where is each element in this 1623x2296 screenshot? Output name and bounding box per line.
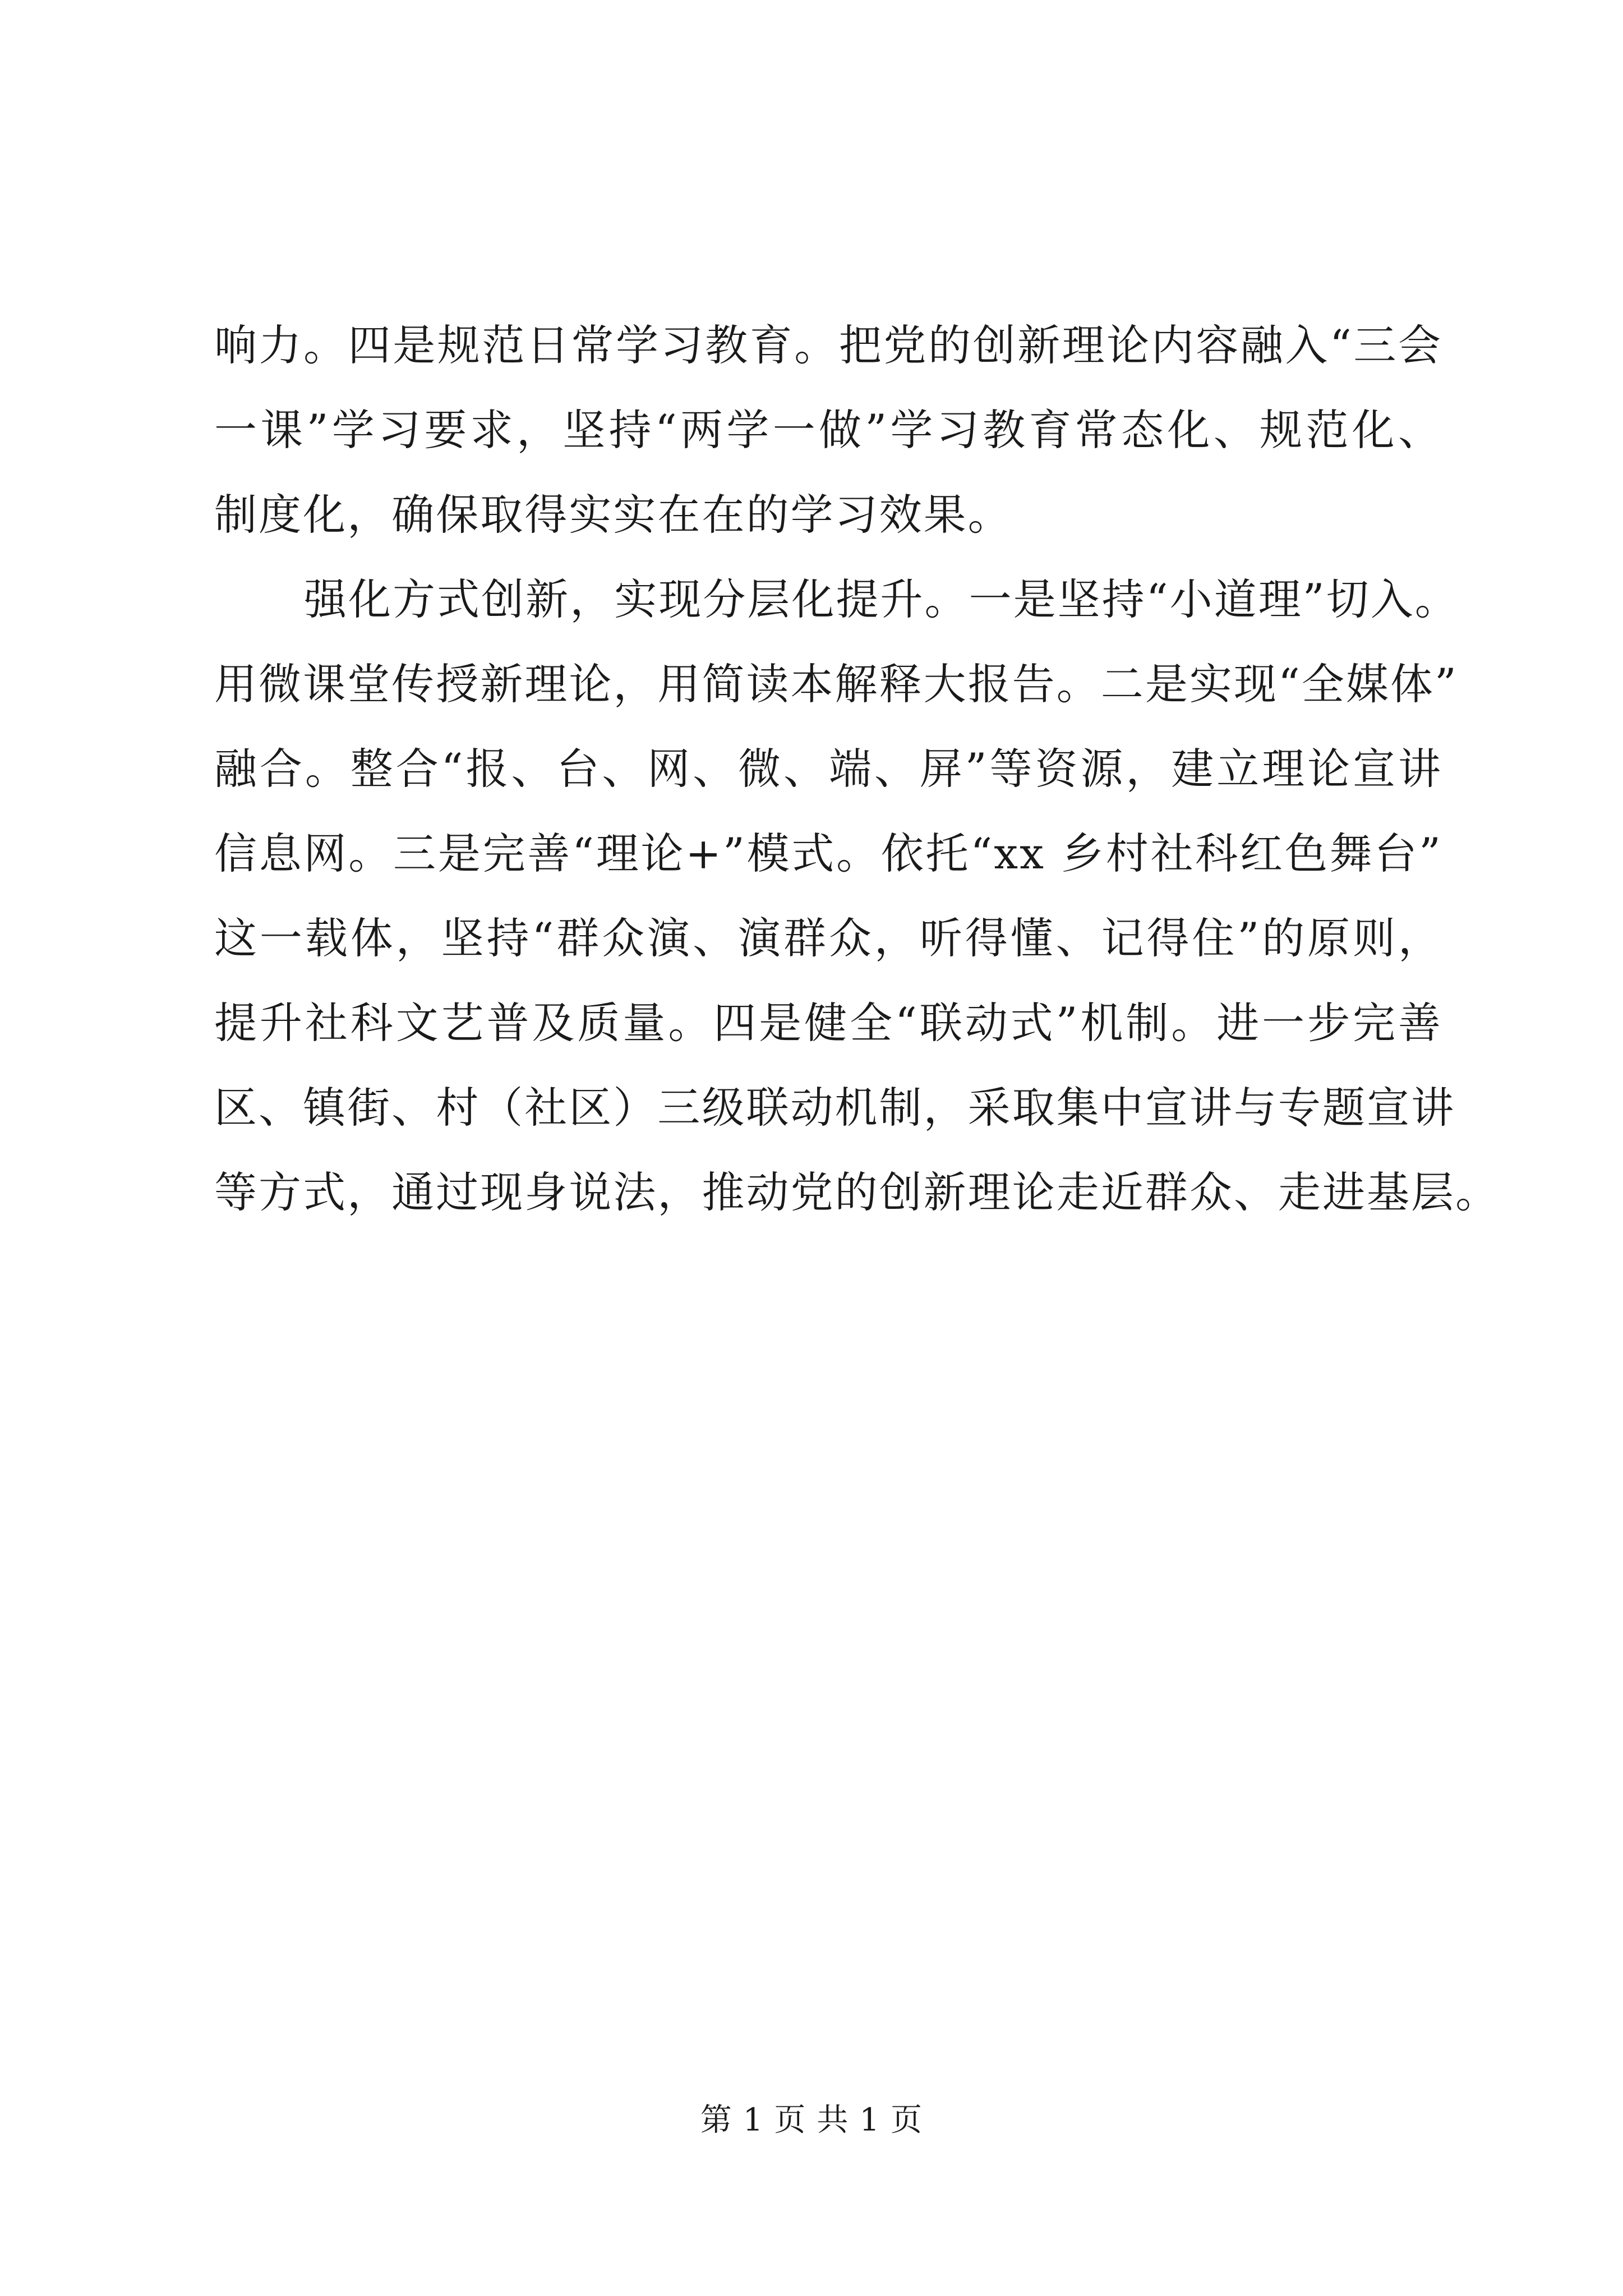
text-line: 响力。四是规范日常学习教育。把党的创新理论内容融入“三会 xyxy=(214,320,1442,370)
text-line: 这一载体，坚持“群众演、演群众，听得懂、记得住”的原则， xyxy=(214,913,1442,963)
text-line: 信息网。三是完善“理论+”模式。依托“xx 乡村社科红色舞台” xyxy=(214,829,1442,878)
text-line: 提升社科文艺普及质量。四是健全“联动式”机制。进一步完善 xyxy=(214,998,1442,1048)
text-line: 区、镇街、村（社区）三级联动机制，采取集中宣讲与专题宣讲 xyxy=(214,1083,1456,1133)
body-text xyxy=(214,303,1500,1235)
page-footer: 第 1 页 共 1 页 xyxy=(700,2102,923,2138)
text-line: 一课”学习要求，坚持“两学一做”学习教育常态化、规范化、 xyxy=(214,405,1442,455)
text-line: 融合。整合“报、台、网、微、端、屏”等资源，建立理论宣讲 xyxy=(214,744,1442,794)
paragraph-1 xyxy=(214,303,1442,557)
text-line: 强化方式创新，实现分层化提升。一是坚持“小道理”切入。 xyxy=(304,574,1459,624)
text-line: 制度化，确保取得实实在在的学习效果。 xyxy=(214,490,1012,540)
paragraph-2 xyxy=(214,557,1500,1235)
text-line: 用微课堂传授新理论，用简读本解释大报告。二是实现“全媒体” xyxy=(214,659,1458,709)
text-line: 等方式，通过现身说法，推动党的创新理论走近群众、走进基层。 xyxy=(214,1167,1500,1217)
